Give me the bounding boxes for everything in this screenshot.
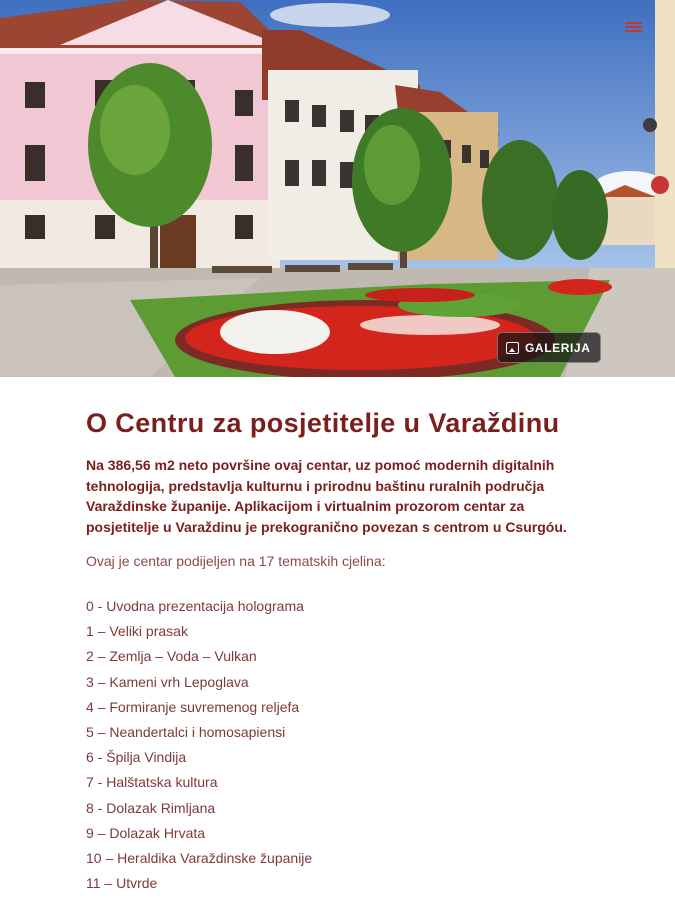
gallery-button-label: GALERIJA [525, 340, 591, 355]
page-title: O Centru za posjetitelje u Varaždinu [86, 408, 560, 438]
list-item: 1 – Veliki prasak [86, 623, 188, 640]
list-item: 11 – Utvrde [86, 875, 158, 892]
hamburger-menu-icon[interactable] [625, 20, 649, 40]
list-item: 6 - Špilja Vindija [86, 749, 187, 766]
gallery-button[interactable] [497, 332, 601, 363]
article [86, 406, 586, 896]
list-item: 8 - Dolazak Rimljana [86, 799, 216, 816]
town-square-photo [0, 0, 675, 377]
list-item: 5 – Neandertalci i homosapiensi [86, 724, 286, 741]
list-item: 7 - Halštatska kultura [86, 774, 218, 791]
image-gallery-icon [506, 342, 519, 354]
list-item: 9 – Dolazak Hrvata [86, 824, 206, 841]
hero-image [0, 0, 675, 377]
topic-list [86, 594, 586, 896]
list-item: 3 – Kameni vrh Lepoglava [86, 673, 249, 690]
list-item: 4 – Formiranje suvremenog reljefa [86, 698, 300, 715]
list-item: 0 - Uvodna prezentacija holograma [86, 598, 304, 614]
lead-paragraph: Na 386,56 m2 neto površine ovaj centar, uz pomoć modernih digitalnih tehnologija, predstavlja kulturnu i prirodnu baštinu ruralnih područja Varaždinske županije. Aplikacijom i virtualnim prozorom centar za posjetitelje u Varaždinu je prekogranično povezan s centrom u Csurgóu. [86, 457, 567, 535]
list-item: 10 – Heraldika Varaždinske županije [86, 850, 313, 867]
intro-paragraph: Ovaj je centar podijeljen na 17 tematskih cjelina: [86, 553, 386, 569]
list-item: 2 – Zemlja – Voda – Vulkan [86, 648, 257, 665]
